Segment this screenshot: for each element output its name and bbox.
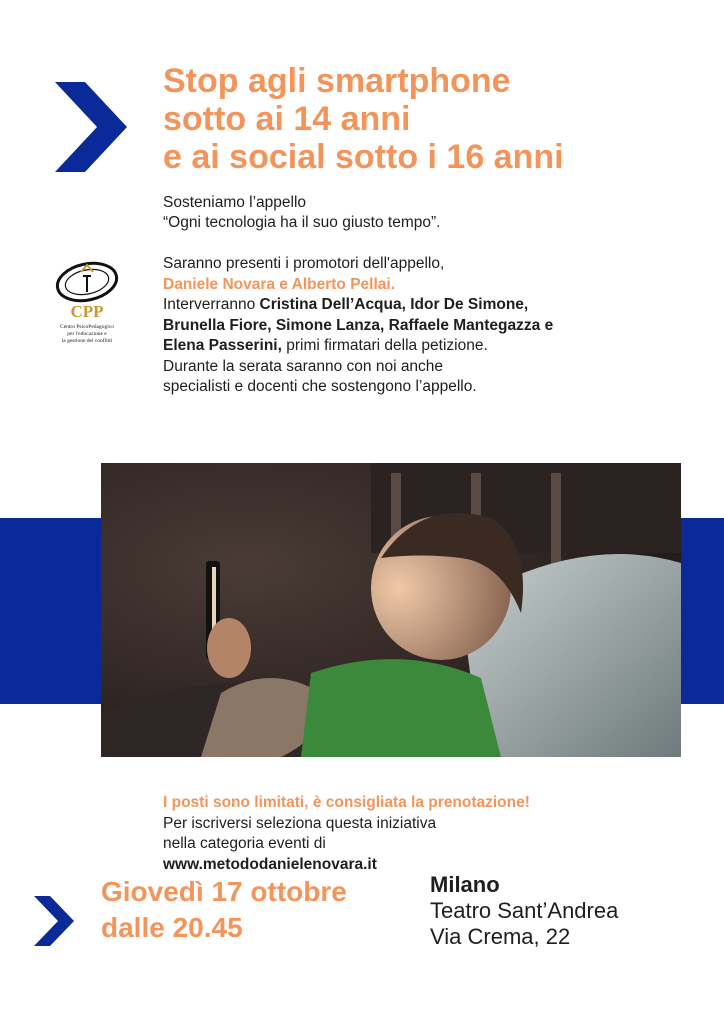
event-description <box>163 254 683 398</box>
title-line-3: e ai social sotto i 16 anni <box>163 138 564 176</box>
speakers-line-3 <box>163 336 683 357</box>
cpp-emblem-icon <box>48 256 126 304</box>
appeal-line-2: “Ogni tecnologia ha il suo giusto tempo”. <box>163 214 441 231</box>
event-date <box>101 874 347 946</box>
title-line-1: Stop agli smartphone <box>163 62 511 100</box>
speakers-names-1: Cristina Dell’Acqua, Idor De Simone, <box>259 296 529 313</box>
boy-with-smartphone-photo <box>101 463 681 757</box>
registration-prefix: nella categoria eventi di <box>163 835 326 852</box>
speakers-names-2: Brunella Fiore, Simone Lanza, Raffaele Mantegazza e <box>163 316 554 334</box>
appeal-text <box>163 193 440 233</box>
logo-line-2: per l'educazione e <box>67 331 107 337</box>
speakers-intro: Interverranno <box>163 296 260 313</box>
registration-notice <box>163 793 530 875</box>
promoters-names: Daniele Novara e Alberto Pellai. <box>163 275 396 293</box>
event-date-day: Giovedì 17 ottobre <box>101 876 347 907</box>
speakers-line-1 <box>163 295 683 316</box>
chevron-right-icon <box>55 82 127 172</box>
registration-line-1: Per iscriversi seleziona questa iniziativa <box>163 814 437 832</box>
logo-line-3: la gestione dei conflitti <box>61 338 113 344</box>
venue-city: Milano <box>430 872 500 897</box>
closing-line-1: Durante la serata saranno con noi anche <box>163 357 444 375</box>
event-date-time: dalle 20.45 <box>101 912 243 943</box>
registration-line-2 <box>163 834 530 875</box>
speakers-suffix: primi firmatari della petizione. <box>281 337 488 354</box>
appeal-line-1: Sosteniamo l’appello <box>163 194 307 211</box>
chevron-right-icon-small <box>34 896 74 946</box>
closing-line-2: specialisti e docenti che sostengono l’appello. <box>163 378 477 395</box>
limited-seats-warning: I posti sono limitati, è consigliata la prenotazione! <box>163 794 530 811</box>
venue-name: Teatro Sant’Andrea <box>430 898 619 923</box>
page-title <box>163 62 703 176</box>
speakers-names-3: Elena Passerini, <box>163 337 282 354</box>
logo-acronym: CPP <box>70 302 104 321</box>
title-line-2: sotto ai 14 anni <box>163 100 411 138</box>
website-link[interactable]: www.metododanielenovara.it <box>163 855 377 873</box>
event-venue <box>430 872 618 950</box>
logo-line-1: Centro PsicoPedagogico <box>60 324 114 330</box>
venue-address: Via Crema, 22 <box>430 924 571 949</box>
cpp-logo <box>48 256 126 356</box>
promoters-intro: Saranno presenti i promotori dell'appello, <box>163 255 445 272</box>
